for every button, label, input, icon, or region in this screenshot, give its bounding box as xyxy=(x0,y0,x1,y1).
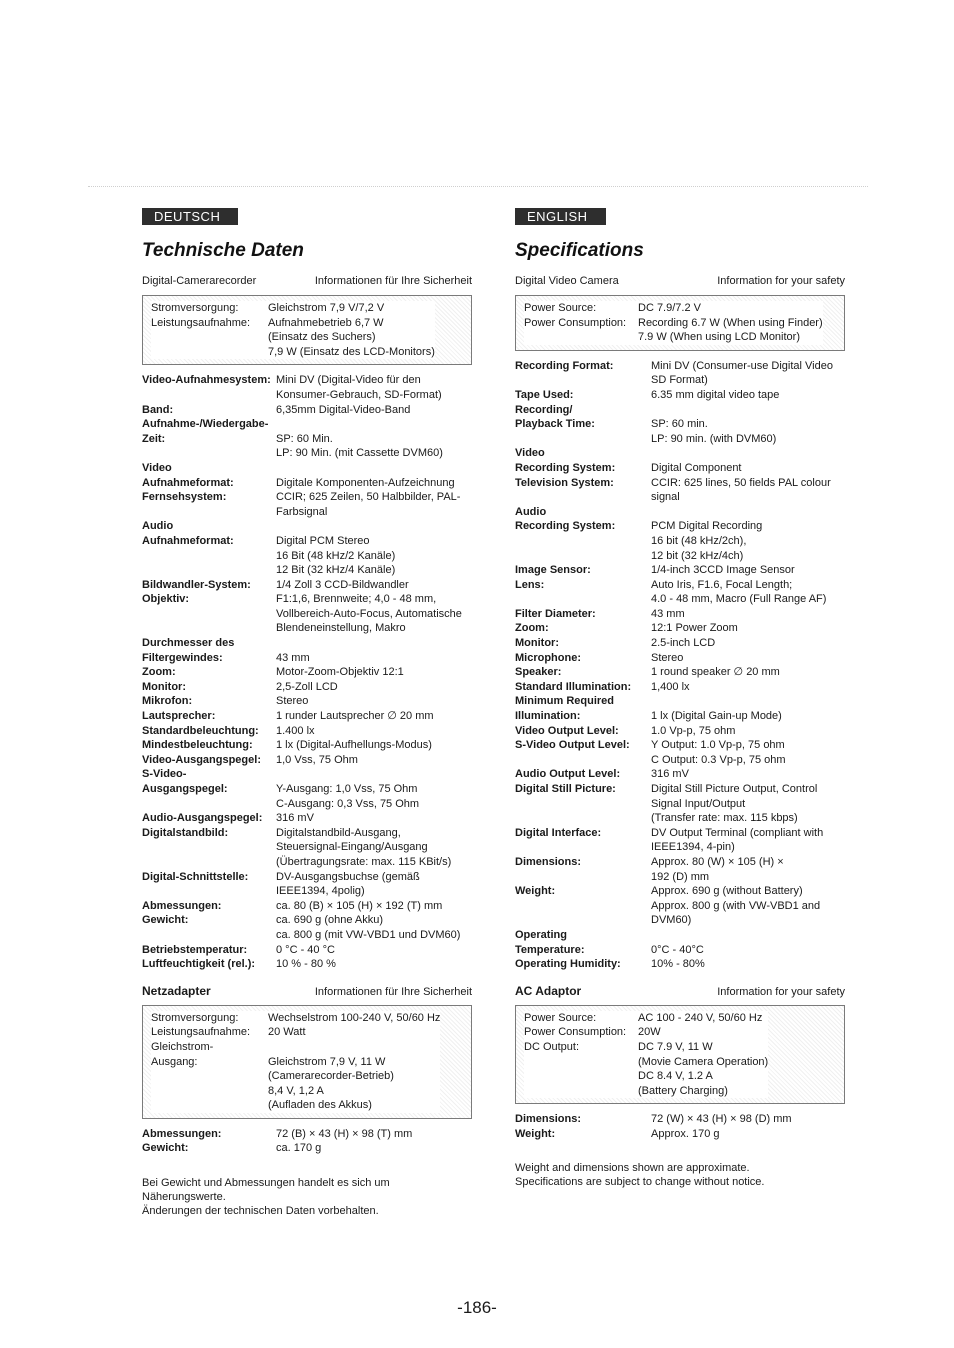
spec-value: Y-Ausgang: 1,0 Vss, 75 Ohm C-Ausgang: 0,3 Vss, 75 Ohm xyxy=(276,783,420,810)
spec-value: Mini DV (Digital-Video für den Konsumer-Gebrauch, SD-Format) xyxy=(276,374,442,401)
spec-label: Durchmesser des Filtergewindes: xyxy=(142,637,235,664)
spec-value: 1.0 Vp-p, 75 ohm xyxy=(651,724,736,737)
spec-label: Stromversorgung: xyxy=(151,302,239,314)
spec-label: Abmessungen: xyxy=(142,1127,222,1140)
spec-value: 6.35 mm digital video tape SP: 60 min. LP: 90 min. (with DVM60) xyxy=(651,388,780,445)
spec-label: Operating Humidity: xyxy=(515,958,621,971)
adapter-spec-table xyxy=(142,1127,472,1156)
spec-row xyxy=(142,592,472,636)
spec-row xyxy=(515,724,845,739)
spec-value: 316 mV xyxy=(651,768,689,781)
power-box xyxy=(515,295,845,351)
spec-row xyxy=(142,826,472,870)
spec-value: AC 100 - 240 V, 50/60 Hz xyxy=(638,1011,763,1024)
spec-value: 1.400 lx xyxy=(276,724,315,737)
spec-value: Stereo xyxy=(276,695,309,708)
spec-label: Power Source: xyxy=(524,1011,597,1024)
spec-label: Power Consumption: xyxy=(524,1026,627,1039)
spec-row xyxy=(515,651,845,666)
spec-value: Approx. 170 g xyxy=(651,1127,720,1140)
spec-row xyxy=(515,738,845,767)
spec-value: DV-Ausgangsbuchse (gemäß IEEE1394, 4polig) xyxy=(276,870,420,898)
adapter-heading xyxy=(515,984,845,998)
spec-label: Abmessungen: xyxy=(142,899,222,912)
spec-label: Lens: xyxy=(515,578,545,591)
german-column xyxy=(142,208,472,1218)
device-name: Digital Video Camera xyxy=(515,275,619,287)
spec-label: Monitor: xyxy=(142,680,186,693)
spec-value: ca. 80 (B) × 105 (H) × 192 (T) mm xyxy=(276,899,443,912)
spec-row xyxy=(524,1040,768,1098)
adapter-title: AC Adaptor xyxy=(515,983,582,998)
power-table xyxy=(151,301,435,359)
spec-value: Mini DV (Consumer-use Digital Video SD Format) xyxy=(651,359,833,387)
spec-row xyxy=(515,359,845,388)
spec-label: Zoom: xyxy=(142,666,176,679)
spec-row xyxy=(515,884,845,928)
spec-label: Leistungsaufnahme: xyxy=(151,316,251,329)
spec-row xyxy=(515,446,845,504)
spec-value: PCM Digital Recording 16 bit (48 kHz/2ch), 12 bit (32 kHz/4ch) xyxy=(651,520,763,562)
spec-row xyxy=(142,709,472,724)
spec-row xyxy=(515,563,845,578)
spec-row xyxy=(142,738,472,753)
spec-label: Video Recording System: Television System: xyxy=(515,447,616,489)
spec-row xyxy=(142,636,472,665)
spec-label: Standard Illumination: xyxy=(515,680,632,693)
spec-value: Approx. 80 (W) × 105 (H) × 192 (D) mm xyxy=(651,855,784,883)
spec-label: Leistungsaufnahme: xyxy=(151,1026,251,1039)
device-subheading xyxy=(142,274,472,288)
power-table xyxy=(524,301,823,345)
spec-row xyxy=(142,1141,472,1156)
spec-row xyxy=(142,943,472,958)
spec-value: F1:1,6, Brennweite; 4,0 - 48 mm, Vollbereich-Auto-Focus, Automatische Blendeneinstellung, Makro xyxy=(276,593,462,635)
spec-row xyxy=(524,301,823,316)
spec-value: Aufnahmebetrieb 6,7 W (Einsatz des Suchers) 7,9 W (Einsatz des LCD-Monitors) xyxy=(268,316,435,358)
spec-row xyxy=(515,680,845,695)
spec-label: Operating Temperature: xyxy=(515,928,585,956)
spec-label: Gewicht: xyxy=(142,1142,189,1155)
spec-label: Monitor: xyxy=(515,637,559,650)
spec-row xyxy=(142,767,472,811)
spec-value: Digital Component CCIR: 625 lines, 50 fields PAL colour signal xyxy=(651,461,831,504)
spec-row xyxy=(515,767,845,782)
spec-label: Gewicht: xyxy=(142,914,189,927)
spec-label: Filter Diameter: xyxy=(515,607,596,620)
spec-label: Dimensions: xyxy=(515,855,582,868)
spec-value: Digital PCM Stereo 16 Bit (48 kHz/2 Kanäle) 12 Bit (32 kHz/4 Kanäle) xyxy=(276,534,396,577)
adapter-safety-label: Informationen für Ihre Sicherheit xyxy=(314,985,472,998)
spec-value: 316 mV xyxy=(276,812,314,825)
spec-row xyxy=(515,636,845,651)
spec-label: Image Sensor: xyxy=(515,564,591,577)
spec-label: Weight: xyxy=(515,1127,556,1140)
adapter-power-table xyxy=(524,1011,768,1099)
adapter-safety-label: Information for your safety xyxy=(717,985,845,998)
spec-row xyxy=(515,826,845,855)
language-tag: ENGLISH xyxy=(515,208,606,225)
spec-row xyxy=(142,373,472,402)
spec-row xyxy=(515,855,845,884)
spec-value: Digitale Komponenten-Aufzeichnung CCIR; 625 Zeilen, 50 Halbbilder, PAL- Farbsignal xyxy=(276,476,461,518)
spec-value: 72 (B) × 43 (H) × 98 (T) mm xyxy=(276,1127,413,1140)
spec-row xyxy=(151,1011,440,1026)
spec-value: Digitalstandbild-Ausgang, Steuersignal-Eingang/Ausgang (Übertragungsrate: max. 115 KBit/s) xyxy=(276,826,452,868)
spec-label: Aufnahme-/Wiedergabe- Zeit: xyxy=(142,418,269,445)
adapter-box xyxy=(142,1005,472,1119)
spec-value: 43 mm xyxy=(276,651,310,664)
spec-label: Audio-Ausgangspegel: xyxy=(142,812,263,825)
spec-value: 20W xyxy=(638,1026,661,1039)
spec-label: Bildwandler-System: xyxy=(142,578,251,591)
spec-row xyxy=(524,1011,768,1026)
spec-value: Recording 6.7 W (When using Finder) 7.9 W (When using LCD Monitor) xyxy=(638,316,823,344)
spec-row xyxy=(142,403,472,418)
spec-row xyxy=(142,578,472,593)
spec-value: 1/4-inch 3CCD Image Sensor xyxy=(651,564,795,577)
spec-row xyxy=(142,899,472,914)
spec-label: Mikrofon: xyxy=(142,695,193,708)
spec-value: 20 Watt xyxy=(268,1026,306,1039)
spec-row xyxy=(515,388,845,446)
spec-value: 12:1 Power Zoom xyxy=(651,622,738,635)
spec-label: S-Video- Ausgangspegel: xyxy=(142,768,228,795)
device-name: Digital-Camerarecorder xyxy=(142,275,257,287)
spec-label: Digital Still Picture: xyxy=(515,783,616,795)
spec-row xyxy=(142,461,472,519)
device-subheading xyxy=(515,274,845,288)
spec-value: 1 lx (Digital Gain-up Mode) xyxy=(651,710,782,723)
spec-table xyxy=(142,373,472,971)
spec-label: Video Aufnahmeformat: Fernsehsystem: xyxy=(142,461,234,504)
spec-row xyxy=(142,1127,472,1142)
spec-label: Luftfeuchtigkeit (rel.): xyxy=(142,958,256,971)
spec-label: Digital-Schnittstelle: xyxy=(142,870,249,883)
spec-value: Auto Iris, F1.6, Focal Length; 4.0 - 48 mm, Macro (Full Range AF) xyxy=(651,578,827,606)
spec-value: 2,5-Zoll LCD xyxy=(276,680,338,693)
spec-label: Standardbeleuchtung: xyxy=(142,724,259,737)
spec-row xyxy=(142,417,472,461)
spec-row xyxy=(151,1025,440,1040)
spec-value: 6,35mm Digital-Video-Band xyxy=(276,403,411,416)
spec-label: Lautsprecher: xyxy=(142,710,216,723)
spec-value: 72 (W) × 43 (H) × 98 (D) mm xyxy=(651,1113,792,1126)
spec-value: DV Output Terminal (compliant with IEEE1394, 4-pin) xyxy=(651,826,824,854)
spec-label: Microphone: xyxy=(515,651,581,664)
spec-value: Digital Still Picture Output, Control Signal Input/Output (Transfer rate: max. 115 kbps) xyxy=(651,783,818,825)
spec-label: Weight: xyxy=(515,885,556,898)
spec-row xyxy=(142,753,472,768)
spec-row xyxy=(515,505,845,563)
spec-row xyxy=(515,782,845,826)
spec-value: DC 7.9 V, 11 W (Movie Camera Operation) DC 8.4 V, 1.2 A (Battery Charging) xyxy=(638,1040,769,1097)
spec-label: Power Source: xyxy=(524,302,597,314)
adapter-power-table xyxy=(151,1011,440,1113)
spec-value: 1 lx (Digital-Aufhellungs-Modus) xyxy=(276,739,432,752)
spec-row xyxy=(515,578,845,607)
spec-label: Power Consumption: xyxy=(524,316,627,329)
spec-label: Video-Ausgangspegel: xyxy=(142,753,261,766)
safety-info-label: Informationen für Ihre Sicherheit xyxy=(314,275,472,287)
spec-row xyxy=(142,680,472,695)
spec-value: 0 °C - 40 °C xyxy=(276,943,335,956)
spec-value: ca. 690 g (ohne Akku) ca. 800 g (mit VW-VBD1 und DVM60) xyxy=(276,914,461,941)
spec-value: 43 mm xyxy=(651,607,685,620)
spec-row xyxy=(515,665,845,680)
spec-label: Mindestbeleuchtung: xyxy=(142,739,253,752)
spec-label: Digital Interface: xyxy=(515,826,602,839)
spec-value: Gleichstrom 7,9 V/7,2 V xyxy=(268,302,385,314)
spec-label: Minimum Required Illumination: xyxy=(515,695,615,723)
spec-label: Objektiv: xyxy=(142,593,190,606)
spec-row xyxy=(151,1040,440,1113)
spec-value: 2.5-inch LCD xyxy=(651,637,716,650)
adapter-heading xyxy=(142,984,472,998)
spec-value: Y Output: 1.0 Vp-p, 75 ohm C Output: 0.3 Vp-p, 75 ohm xyxy=(651,739,786,766)
spec-label: Band: xyxy=(142,403,174,416)
section-title: Technische Daten xyxy=(142,240,304,261)
language-tag: DEUTSCH xyxy=(142,208,238,225)
spec-row xyxy=(515,1127,845,1142)
spec-label: Digitalstandbild: xyxy=(142,826,229,839)
spec-label: Video-Aufnahmesystem: xyxy=(142,374,271,387)
english-column xyxy=(515,208,845,1189)
adapter-box xyxy=(515,1005,845,1105)
spec-row xyxy=(515,928,845,957)
spec-value: Approx. 690 g (without Battery) Approx. 800 g (with VW-VBD1 and DVM60) xyxy=(651,885,821,927)
adapter-title: Netzadapter xyxy=(142,983,211,998)
notes: Weight and dimensions shown are approximate. Specifications are subject to change without notice. xyxy=(515,1162,765,1189)
spec-row xyxy=(515,621,845,636)
spec-value: 10 % - 80 % xyxy=(276,958,336,971)
safety-info-label: Information for your safety xyxy=(717,275,845,287)
spec-row xyxy=(524,1025,768,1040)
notes: Bei Gewicht und Abmessungen handelt es sich um Näherungswerte. Änderungen der technischen Daten vorbehalten. xyxy=(142,1177,390,1218)
spec-label: Dimensions: xyxy=(515,1113,582,1126)
spec-label: Stromversorgung: xyxy=(151,1011,239,1024)
top-scan-line xyxy=(88,186,868,187)
spec-value: 1/4 Zoll 3 CCD-Bildwandler xyxy=(276,578,409,591)
spec-label: Recording Format: xyxy=(515,359,614,372)
spec-label: Audio Output Level: xyxy=(515,768,621,781)
spec-value: 1,0 Vss, 75 Ohm xyxy=(276,753,358,766)
spec-row xyxy=(142,957,472,972)
power-box xyxy=(142,295,472,365)
spec-value: Motor-Zoom-Objektiv 12:1 xyxy=(276,666,404,679)
spec-label: Audio Aufnahmeformat: xyxy=(142,520,234,547)
spec-label: Tape Used: Recording/ Playback Time: xyxy=(515,388,595,431)
spec-label: Zoom: xyxy=(515,622,549,635)
spec-value: Gleichstrom 7,9 V, 11 W (Camerarecorder-Betrieb) 8,4 V, 1,2 A (Aufladen des Akkus) xyxy=(268,1055,394,1112)
spec-label: Video Output Level: xyxy=(515,724,619,737)
spec-row xyxy=(142,724,472,739)
spec-row xyxy=(524,316,823,345)
spec-row xyxy=(151,316,435,360)
spec-label: S-Video Output Level: xyxy=(515,739,630,752)
spec-row xyxy=(515,607,845,622)
spec-row xyxy=(515,957,845,972)
spec-value: SP: 60 Min. LP: 90 Min. (mit Cassette DVM60) xyxy=(276,432,443,460)
spec-value: 1 runder Lautsprecher ∅ 20 mm xyxy=(276,710,434,723)
spec-value: Stereo xyxy=(651,651,684,664)
spec-label: Audio Recording System: xyxy=(515,505,616,533)
spec-label: DC Output: xyxy=(524,1040,580,1053)
spec-label: Betriebstemperatur: xyxy=(142,943,248,956)
adapter-spec-table xyxy=(515,1112,845,1141)
spec-value: 1 round speaker ∅ 20 mm xyxy=(651,666,780,679)
spec-label: Gleichstrom- Ausgang: xyxy=(151,1040,214,1068)
spec-value: DC 7.9/7.2 V xyxy=(638,302,701,314)
spec-row xyxy=(142,870,472,899)
spec-row xyxy=(142,694,472,709)
page-number: -186- xyxy=(457,1298,497,1317)
spec-row xyxy=(515,694,845,723)
spec-value: 0°C - 40°C xyxy=(651,943,704,956)
spec-row xyxy=(142,519,472,577)
spec-value: 10% - 80% xyxy=(651,958,705,971)
spec-table xyxy=(515,359,845,972)
spec-row xyxy=(151,301,435,316)
spec-row xyxy=(142,665,472,680)
spec-value: Wechselstrom 100-240 V, 50/60 Hz xyxy=(268,1011,441,1024)
section-title: Specifications xyxy=(515,240,644,261)
spec-row xyxy=(515,1112,845,1127)
spec-row xyxy=(142,811,472,826)
spec-value: 1,400 lx xyxy=(651,680,690,693)
spec-label: Speaker: xyxy=(515,666,562,679)
spec-row xyxy=(142,913,472,942)
spec-value: ca. 170 g xyxy=(276,1142,322,1155)
